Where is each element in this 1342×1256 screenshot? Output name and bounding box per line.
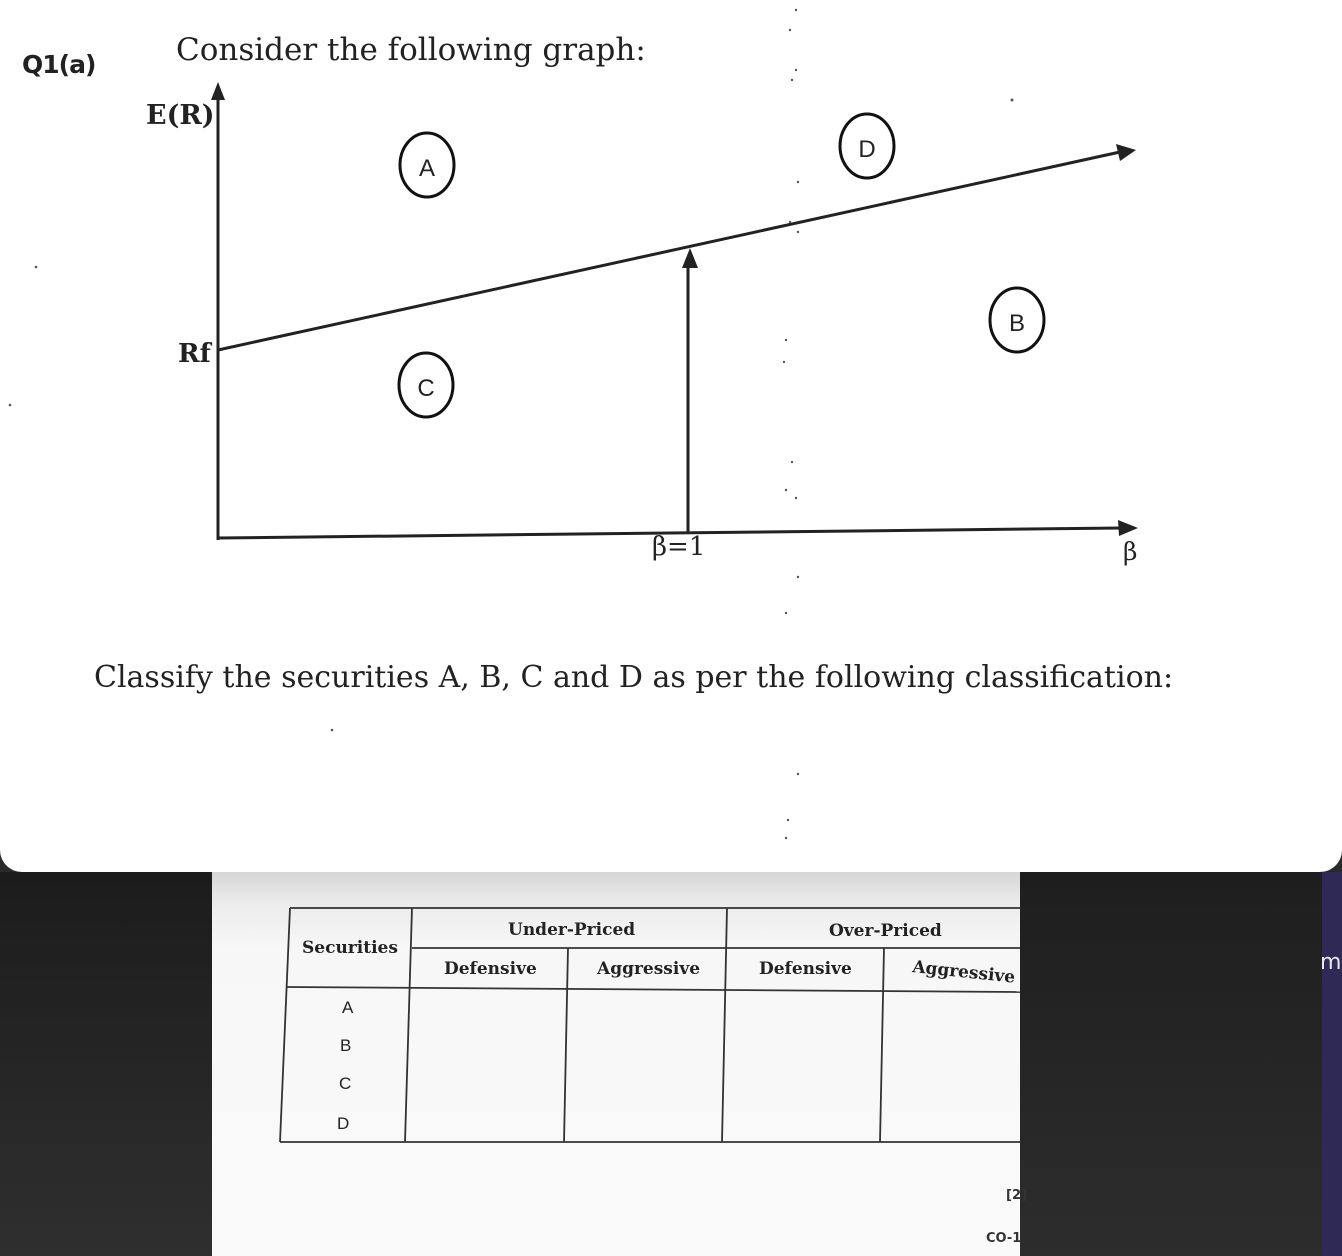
header-defensive-under: Defensive (444, 959, 537, 979)
y-axis-label: E(R) (146, 100, 215, 131)
intercept-label: Rf (178, 339, 211, 369)
security-c-label: C (417, 375, 435, 402)
side-panel-glyph: m (1320, 950, 1342, 975)
row-label-d: D (337, 1114, 350, 1133)
question-number: Q1(a) (22, 50, 96, 79)
course-outcome-label: CO-1 (986, 1231, 1022, 1246)
security-a-label: A (418, 155, 436, 182)
header-over-priced: Over-Priced (829, 921, 942, 941)
marks-label: [2] (1006, 1188, 1027, 1203)
security-b-label: B (1008, 310, 1026, 337)
row-label-b: B (340, 1036, 352, 1055)
header-securities: Securities (302, 938, 398, 958)
question-intro: Consider the following graph: (176, 32, 646, 68)
x-axis-arrow (1118, 520, 1138, 536)
header-aggressive-over: Aggressive (911, 957, 1017, 988)
classification-sheet (212, 872, 1027, 1256)
x-axis-label: β (1123, 537, 1138, 566)
security-c-marker (399, 353, 453, 417)
header-under-priced: Under-Priced (508, 920, 636, 940)
side-panel-edge (1322, 872, 1342, 1256)
row-label-c: C (339, 1074, 352, 1093)
beta-one-arrow (682, 248, 698, 268)
row-label-a: A (342, 998, 354, 1017)
classification-table (212, 872, 1027, 1256)
security-d-label: D (858, 136, 876, 163)
background-panel-left (0, 872, 212, 1256)
header-aggressive-under: Aggressive (597, 959, 701, 979)
beta-one-label: β=1 (652, 532, 706, 562)
security-d-marker (840, 114, 894, 178)
security-b-marker (990, 288, 1044, 352)
classification-instruction: Classify the securities A, B, C and D as per the following classification: (94, 660, 1174, 695)
y-axis-arrow (211, 82, 225, 100)
header-defensive-over: Defensive (759, 959, 852, 979)
sml-arrow (1116, 144, 1136, 161)
background-panel-right (1020, 872, 1342, 1256)
security-a-marker (400, 133, 454, 197)
scan-speckles (9, 9, 1014, 839)
security-market-line (218, 152, 1120, 350)
